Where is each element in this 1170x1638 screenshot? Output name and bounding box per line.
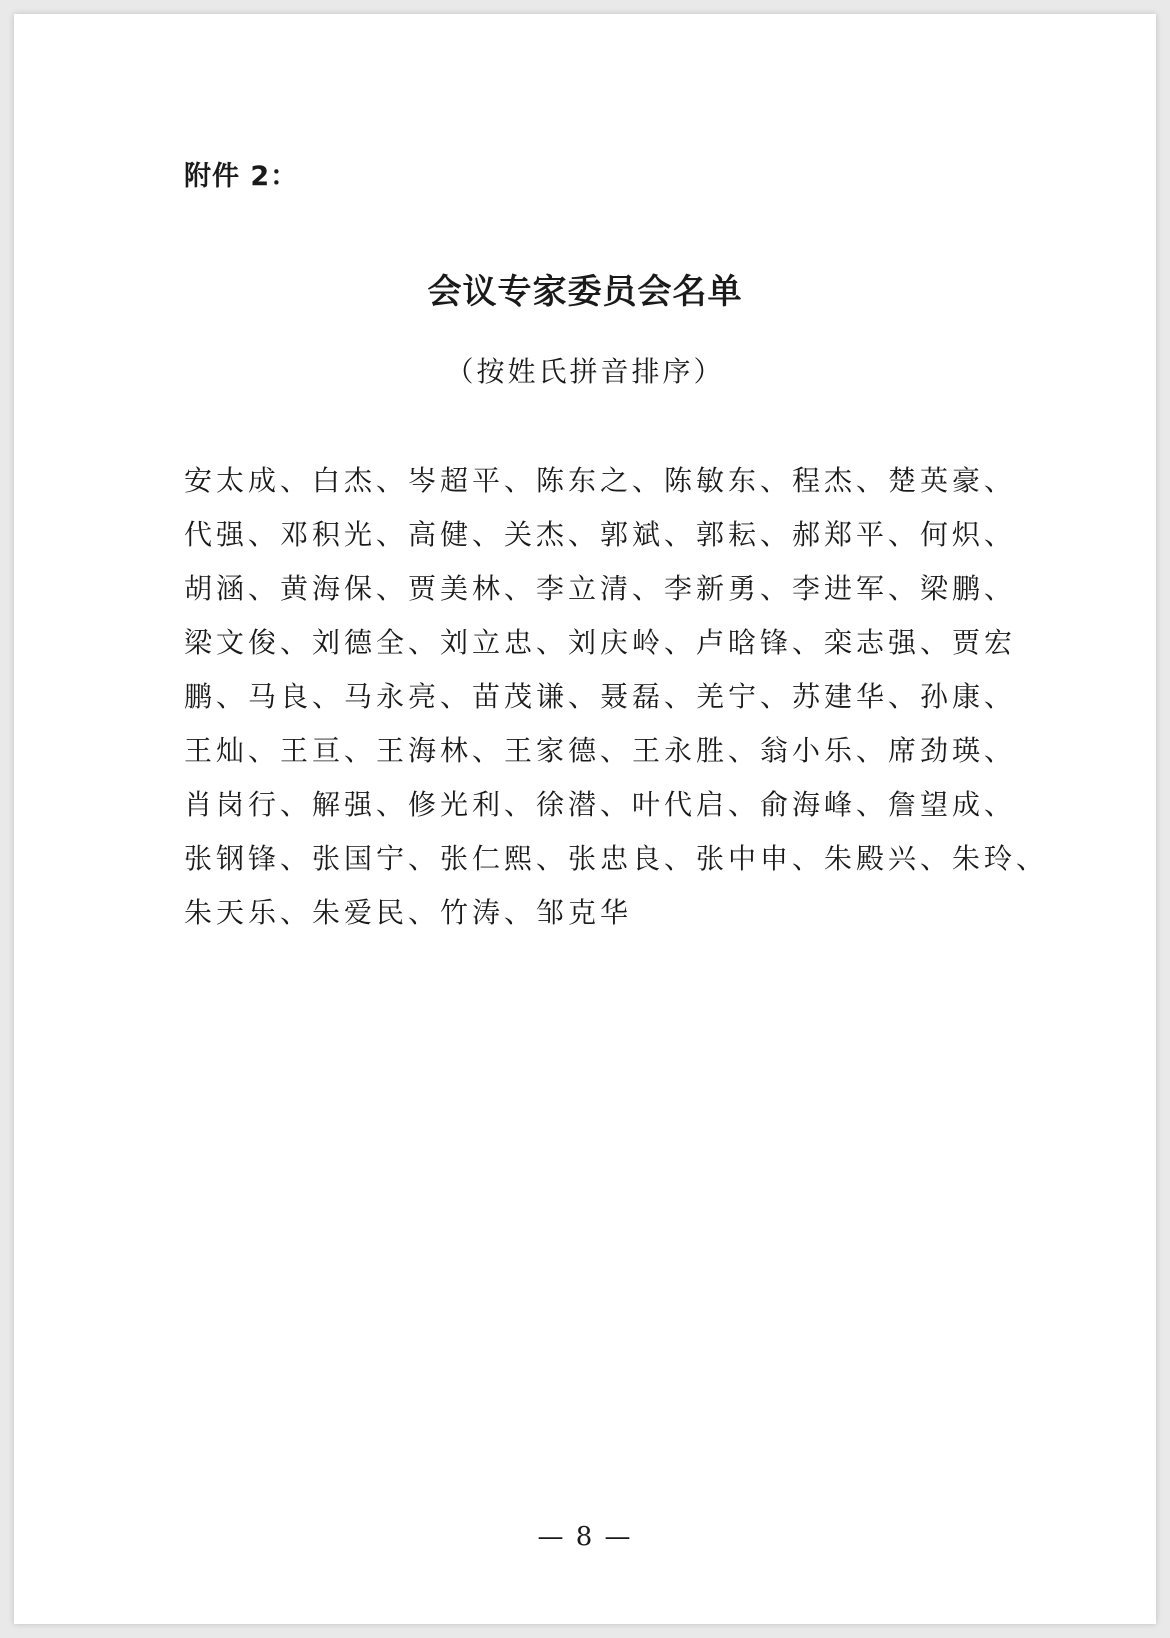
- name-line: 王灿、王亘、王海林、王家德、王永胜、翁小乐、席劲瑛、: [184, 734, 1017, 767]
- expert-name-list: [184, 454, 1049, 940]
- name-line: 肖岗行、解强、修光利、徐潜、叶代启、俞海峰、詹望成、: [184, 788, 1017, 821]
- name-line: 代强、邓积光、高健、关杰、郭斌、郭耘、郝郑平、何炽、: [184, 518, 1017, 551]
- document-page: [14, 14, 1156, 1624]
- name-line: 梁文俊、刘德全、刘立忠、刘庆岭、卢晗锋、栾志强、贾宏: [184, 626, 1017, 659]
- name-line: 朱天乐、朱爱民、竹涛、邹克华: [184, 896, 633, 929]
- name-line: 胡涵、黄海保、贾美林、李立清、李新勇、李进军、梁鹏、: [184, 572, 1017, 605]
- name-line: 安太成、白杰、岑超平、陈东之、陈敏东、程杰、楚英豪、: [184, 464, 1017, 497]
- name-line: 张钢锋、张国宁、张仁熙、张忠良、张中申、朱殿兴、朱玲、: [184, 842, 1049, 875]
- page-number: — 8 —: [537, 1522, 633, 1552]
- page-subtitle: （按姓氏拼音排序）: [445, 355, 725, 388]
- attachment-label: 附件 2：: [184, 161, 299, 192]
- page-title: 会议专家委员会名单: [427, 272, 743, 312]
- name-line: 鹏、马良、马永亮、苗茂谦、聂磊、羌宁、苏建华、孙康、: [184, 680, 1017, 713]
